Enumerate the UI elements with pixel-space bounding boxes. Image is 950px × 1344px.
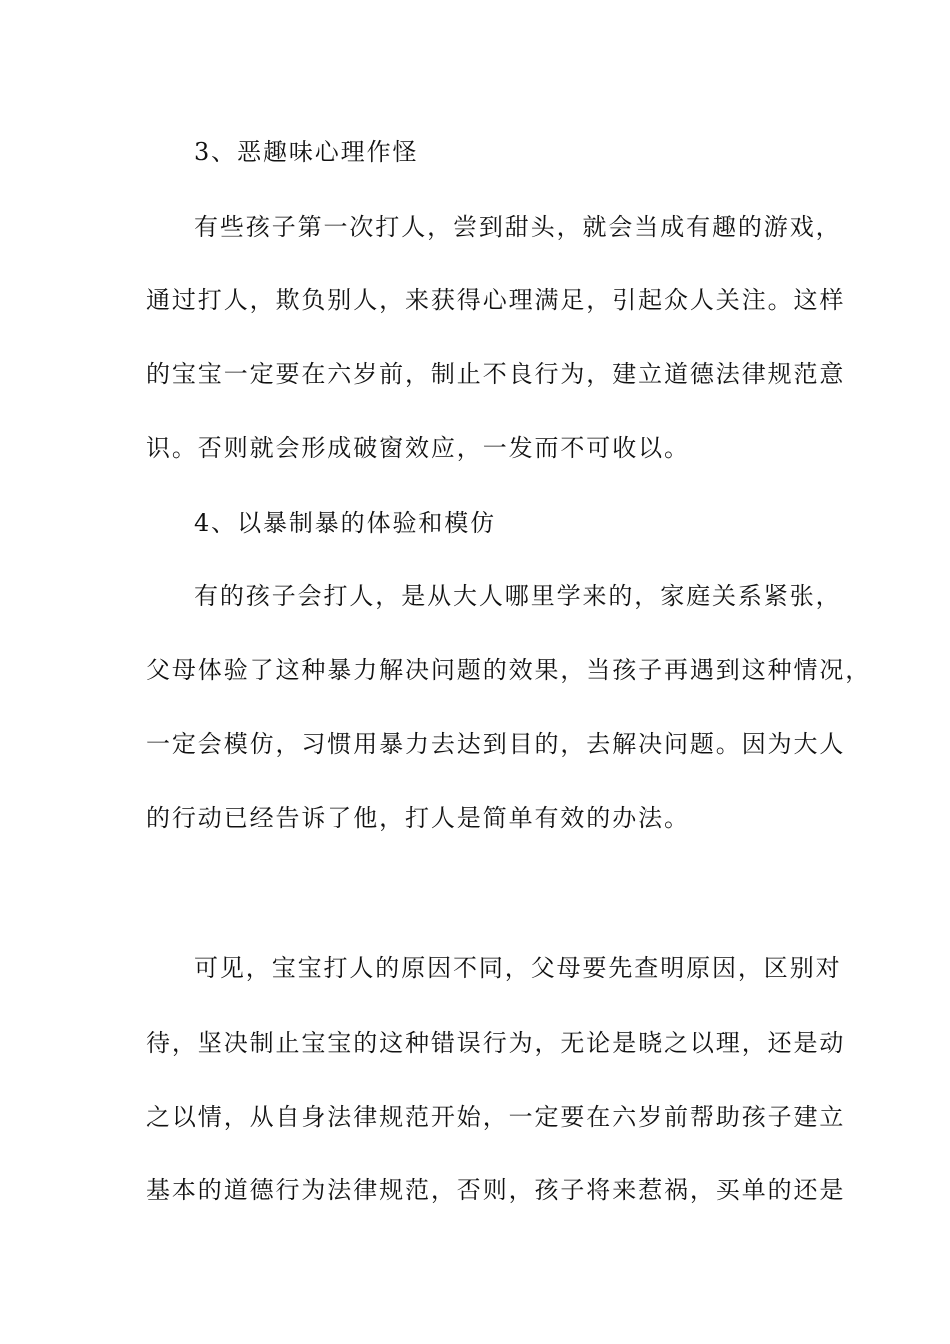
paragraph-line: 通过打人，欺负别人，来获得心理满足，引起众人关注。这样 (146, 286, 846, 314)
paragraph-line: 有的孩子会打人，是从大人哪里学来的，家庭关系紧张， (194, 582, 842, 610)
paragraph-line: 的行动已经告诉了他，打人是简单有效的办法。 (146, 804, 690, 832)
section-heading: 4、以暴制暴的体验和模仿 (194, 509, 497, 537)
paragraph-line: 待，坚决制止宝宝的这种错误行为，无论是晓之以理，还是动 (146, 1029, 846, 1057)
paragraph-line: 一定会模仿，习惯用暴力去达到目的，去解决问题。因为大人 (146, 730, 846, 758)
paragraph-line: 有些孩子第一次打人，尝到甜头，就会当成有趣的游戏， (194, 213, 842, 241)
paragraph-line: 的宝宝一定要在六岁前，制止不良行为，建立道德法律规范意 (146, 360, 846, 388)
paragraph-line: 基本的道德行为法律规范，否则，孩子将来惹祸，买单的还是 (146, 1176, 846, 1204)
paragraph-line: 父母体验了这种暴力解决问题的效果，当孩子再遇到这种情况， (146, 656, 872, 684)
paragraph-line: 可见，宝宝打人的原因不同，父母要先查明原因，区别对 (194, 954, 842, 982)
section-heading: 3、恶趣味心理作怪 (194, 138, 419, 166)
paragraph-line: 之以情，从自身法律规范开始，一定要在六岁前帮助孩子建立 (146, 1103, 846, 1131)
paragraph-line: 识。否则就会形成破窗效应，一发而不可收以。 (146, 434, 690, 462)
